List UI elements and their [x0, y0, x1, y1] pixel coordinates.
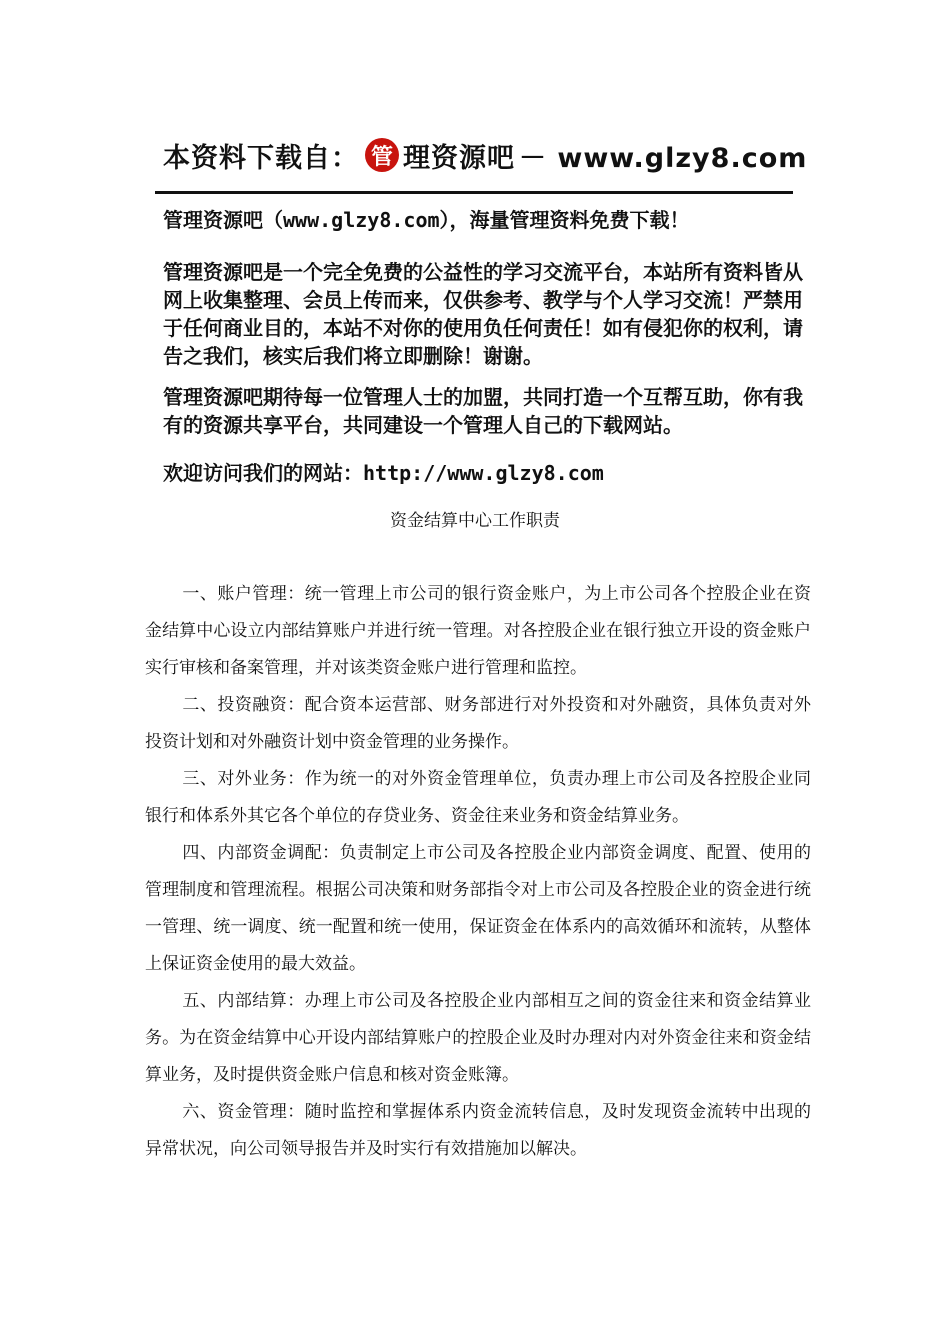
duty-paragraph-allocation: 四、内部资金调配：负责制定上市公司及各控股企业内部资金调度、配置、使用的管理制度和管理流程。根据公司决策和财务部指令对上市公司及各控股企业的资金进行统一管理、统一调度、统一配置和统一使用，保证资金在体系内的高效循环和流转，从整体上保证资金使用的最大效益。: [145, 843, 811, 974]
duty-paragraph-investment: 二、投资融资：配合资本运营部、财务部进行对外投资和对外融资，具体负责对外投资计划和对外融资计划中资金管理的业务操作。: [145, 695, 811, 752]
download-banner: [163, 132, 807, 178]
notice-invitation: 管理资源吧期待每一位管理人士的加盟，共同打造一个互帮互助，你有我有的资源共享平台，共同建设一个管理人自己的下载网站。: [163, 385, 803, 437]
duty-paragraph-external: 三、对外业务：作为统一的对外资金管理单位，负责办理上市公司及各控股企业同银行和体系外其它各个单位的存贷业务、资金往来业务和资金结算业务。: [145, 769, 811, 826]
duty-paragraph-account: 一、账户管理：统一管理上市公司的银行资金账户，为上市公司各个控股企业在资金结算中心设立内部结算账户并进行统一管理。对各控股企业在银行独立开设的资金账户实行审核和备案管理，并对该类资金账户进行管理和监控。: [145, 584, 811, 678]
notice-disclaimer: 管理资源吧是一个完全免费的公益性的学习交流平台，本站所有资料皆从网上收集整理、会员上传而来，仅供参考、教学与个人学习交流！严禁用于任何商业目的，本站不对你的使用负任何责任！如有侵犯你的权利，请告之我们，核实后我们将立即删除！谢谢。: [163, 260, 803, 368]
banner-prefix: 本资料下载自：: [163, 142, 359, 174]
notice-intro: 管理资源吧（www.glzy8.com），海量管理资料免费下载！: [163, 208, 690, 232]
document-title: 资金结算中心工作职责: [390, 511, 560, 531]
banner-site-link[interactable]: － www.glzy8.com: [519, 142, 808, 174]
banner-brand: 理资源吧: [403, 142, 515, 174]
document-body: [145, 576, 811, 1168]
brand-logo-icon: 管: [365, 138, 399, 172]
notice-website-link[interactable]: 欢迎访问我们的网站：http://www.glzy8.com: [163, 461, 604, 485]
duty-paragraph-settlement: 五、内部结算：办理上市公司及各控股企业内部相互之间的资金往来和资金结算业务。为在资金结算中心开设内部结算账户的控股企业及时办理对内对外资金往来和资金结算业务，及时提供资金账户信息和核对资金账簿。: [145, 991, 811, 1085]
banner-divider: [155, 191, 793, 194]
duty-paragraph-funds: 六、资金管理：随时监控和掌握体系内资金流转信息，及时发现资金流转中出现的异常状况，向公司领导报告并及时实行有效措施加以解决。: [145, 1102, 811, 1159]
